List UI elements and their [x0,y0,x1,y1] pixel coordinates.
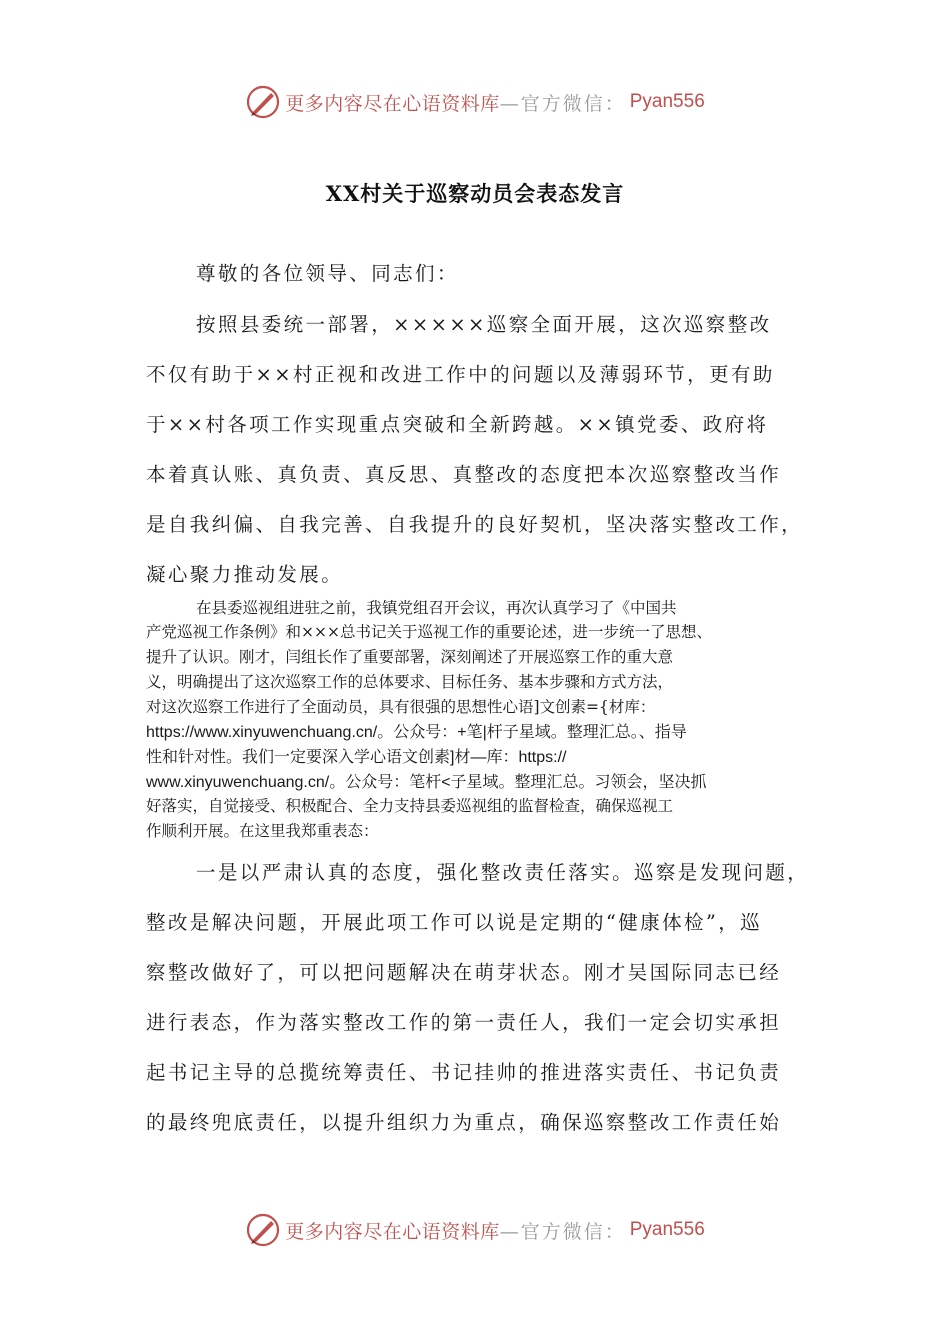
para2-line: 产党巡视工作条例》和×××总书记关于巡视工作的重要论述，进一步统一了思想、 [146,623,712,641]
para1-line: 凝心聚力推动发展。 [146,563,344,586]
pen-logo-icon [245,1212,281,1248]
para1-line: 不仅有助于××村正视和改进工作中的问题以及薄弱环节，更有助 [146,363,775,386]
document-title: XX村关于巡察动员会表态发言 [325,181,625,206]
para3-line: 一是以严肃认真的态度，强化整改责任落实。巡察是发现问题， [196,861,810,884]
banner-text-mid: —官方微信： [499,1220,626,1243]
para2-line: 义，明确提出了这次巡察工作的总体要求、目标任务、基本步骤和方式方法， [146,673,674,691]
header-banner [0,82,950,122]
para2-line: 对这次巡察工作进行了全面动员，具有很强的思想性心语]文创素={材库： [146,698,656,716]
para1-line: 本着真认账、真负责、真反思、真整改的态度把本次巡察整改当作 [146,463,782,486]
para1-line: 是自我纠偏、自我完善、自我提升的良好契机，坚决落实整改工作， [146,513,804,536]
banner-wechat-id: Pyan556 [629,1219,705,1240]
para2-line: https://www.xinyuwenchuang.cn/。公众号：+笔|杆子星域。整理汇总。、指导 [146,724,687,741]
banner-text-mid: —官方微信： [499,92,626,115]
para1-line: 于××村各项工作实现重点突破和全新跨越。××镇党委、政府将 [146,413,769,436]
footer-banner [0,1210,950,1250]
para2-line: www.xinyuwenchuang.cn/。公众号：笔杆<子星域。整理汇总。习领会，坚决抓 [146,774,707,791]
greeting: 尊敬的各位领导、同志们： [196,262,459,285]
para3-line: 的最终兜底责任，以提升组织力为重点，确保巡察整改工作责任始 [146,1111,782,1134]
para2-line: 提升了认识。刚才，闫组长作了重要部署，深刻阐述了开展巡察工作的重大意 [146,648,674,666]
para3-line: 起书记主导的总揽统筹责任、书记挂帅的推进落实责任、书记负责 [146,1061,782,1084]
para1-line: 按照县委统一部署，×××××巡察全面开展，这次巡察整改 [196,313,772,336]
para2-line: 作顺利开展。在这里我郑重表态： [146,822,379,840]
para2-line: 在县委巡视组进驻之前，我镇党组召开会议，再次认真学习了《中国共 [196,599,677,617]
para2-line: 性和针对性。我们一定要深入学心语文创素]材—库：https:// [146,749,567,766]
banner-wechat-id: Pyan556 [629,91,705,112]
banner-text-main: 更多内容尽在心语资料库 [285,1220,500,1243]
para3-line: 察整改做好了，可以把问题解决在萌芽状态。刚才吴国际同志已经 [146,961,782,984]
para3-line: 进行表态，作为落实整改工作的第一责任人，我们一定会切实承担 [146,1011,782,1034]
para2-line: 好落实，自觉接受、积极配合、全力支持县委巡视组的监督检查，确保巡视工 [146,797,674,815]
pen-logo-icon [245,84,281,120]
para3-line: 整改是解决问题，开展此项工作可以说是定期的“健康体检”，巡 [146,911,763,934]
banner-text-main: 更多内容尽在心语资料库 [285,92,500,115]
